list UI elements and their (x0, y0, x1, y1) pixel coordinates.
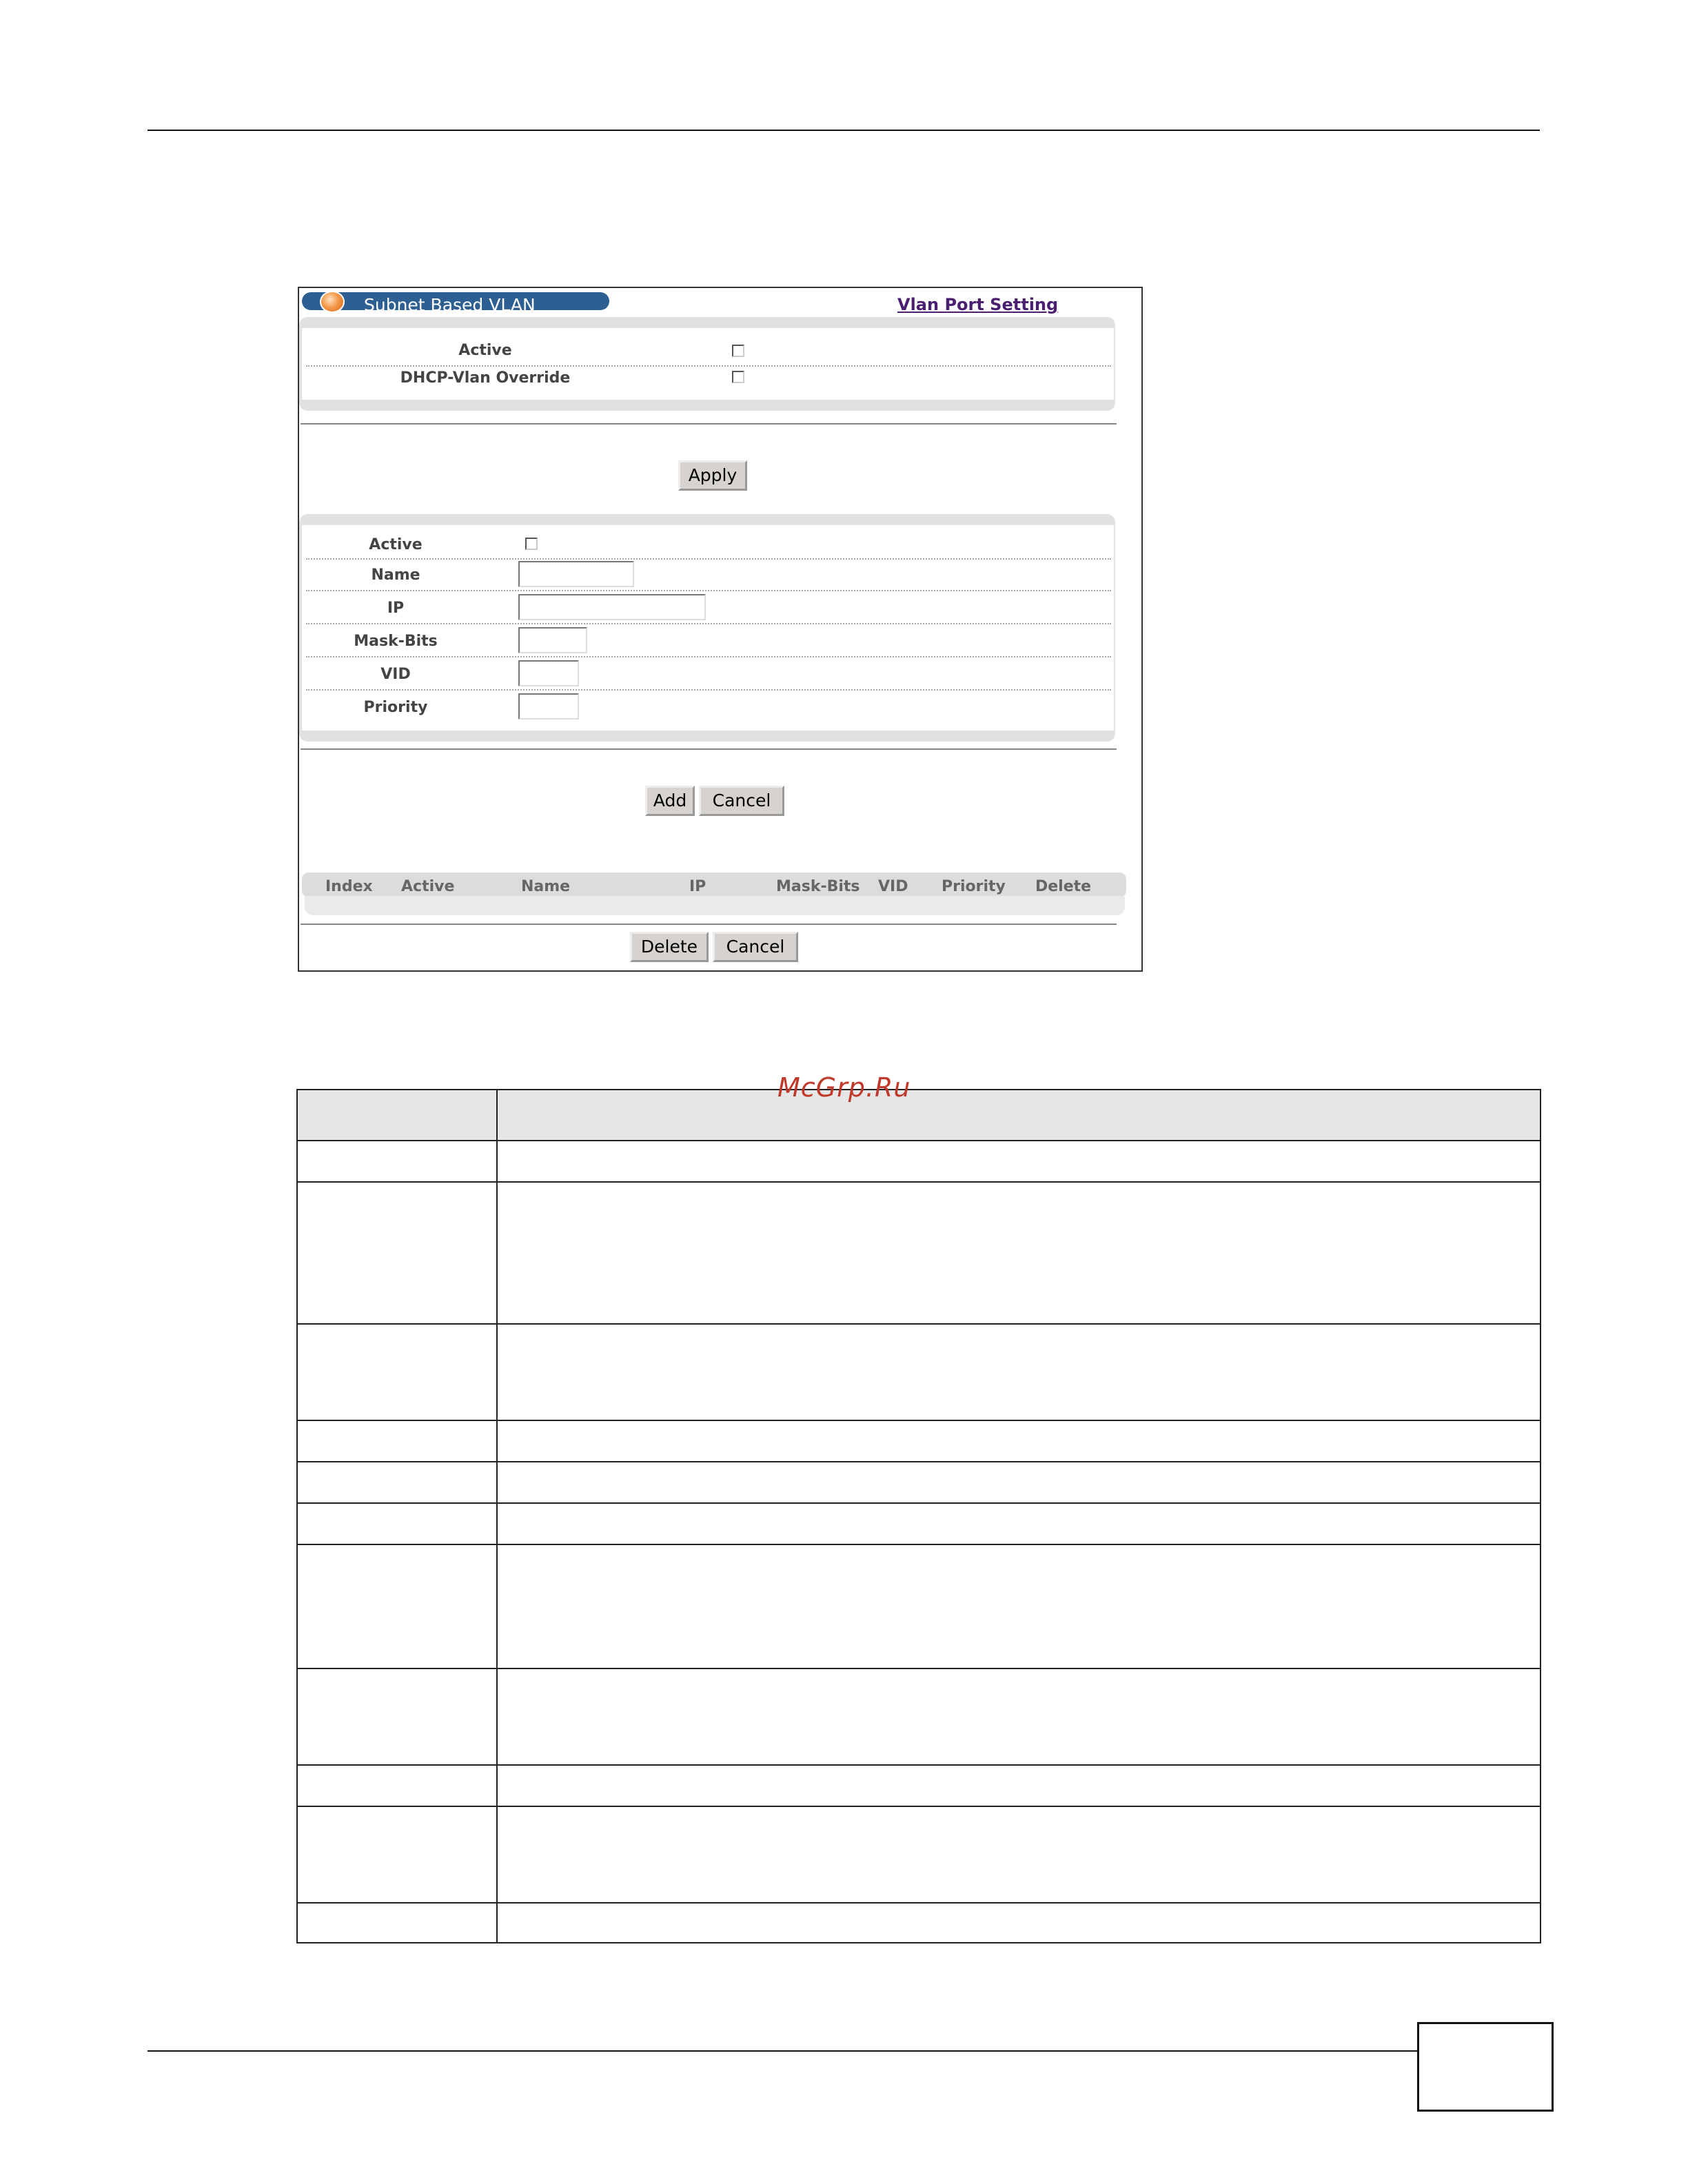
row-divider (306, 590, 1111, 591)
name-input[interactable] (518, 561, 634, 587)
name-label: Name (371, 567, 420, 584)
apply-button[interactable]: Apply (678, 460, 747, 491)
table-row (298, 1140, 1540, 1141)
description-table-column-divider (496, 1090, 498, 1942)
priority-input[interactable] (518, 693, 579, 720)
form-cancel-button[interactable]: Cancel (699, 786, 784, 816)
vlan-port-setting-link[interactable]: Vlan Port Setting (897, 295, 1059, 314)
table-row (298, 1461, 1540, 1462)
table-body (305, 896, 1125, 915)
table-row (298, 1502, 1540, 1504)
form-active-checkbox[interactable] (525, 538, 538, 550)
title-pill (302, 292, 609, 315)
panel-title: Subnet Based VLAN (364, 295, 536, 315)
description-table-header (298, 1090, 1540, 1140)
table-row (298, 1323, 1540, 1325)
separator (301, 748, 1117, 750)
vid-input[interactable] (518, 660, 579, 686)
add-button[interactable]: Add (645, 786, 695, 816)
row-divider (306, 558, 1111, 560)
page-number-box (1417, 2022, 1554, 2112)
table-row (298, 1668, 1540, 1669)
row-divider (306, 365, 1111, 367)
table-cancel-button[interactable]: Cancel (713, 932, 798, 962)
dhcp-vlan-override-checkbox[interactable] (732, 371, 744, 383)
ip-label: IP (387, 600, 405, 617)
row-divider (306, 656, 1111, 657)
col-active: Active (401, 878, 455, 895)
watermark: McGrp.Ru (777, 1072, 911, 1103)
separator (301, 423, 1117, 425)
separator (301, 923, 1117, 925)
priority-label: Priority (363, 699, 428, 716)
col-delete: Delete (1035, 878, 1092, 895)
mask-bits-label: Mask-Bits (354, 633, 438, 650)
col-mask-bits: Mask-Bits (776, 878, 860, 895)
global-settings-box (299, 317, 1115, 411)
dhcp-vlan-override-label: DHCP-Vlan Override (400, 369, 571, 387)
col-index: Index (325, 878, 373, 895)
table-row (298, 1181, 1540, 1183)
form-active-label: Active (369, 536, 423, 553)
table-row (298, 1544, 1540, 1545)
col-vid: VID (878, 878, 908, 895)
footer-rule (148, 2050, 1417, 2052)
row-divider (306, 689, 1111, 691)
description-table (296, 1089, 1541, 1943)
global-active-label: Active (458, 342, 512, 359)
col-ip: IP (689, 878, 706, 895)
orb-icon (320, 291, 345, 313)
mask-bits-input[interactable] (518, 627, 587, 653)
col-name: Name (521, 878, 571, 895)
ip-input[interactable] (518, 594, 706, 620)
header-rule (148, 130, 1540, 131)
table-row (298, 1806, 1540, 1807)
delete-button[interactable]: Delete (630, 932, 709, 962)
table-row (298, 1902, 1540, 1904)
subnet-vlan-panel (298, 287, 1143, 972)
table-row (298, 1420, 1540, 1421)
col-priority: Priority (942, 878, 1006, 895)
row-divider (306, 623, 1111, 624)
vid-label: VID (380, 666, 411, 683)
table-row (298, 1764, 1540, 1766)
global-active-checkbox[interactable] (732, 345, 744, 357)
